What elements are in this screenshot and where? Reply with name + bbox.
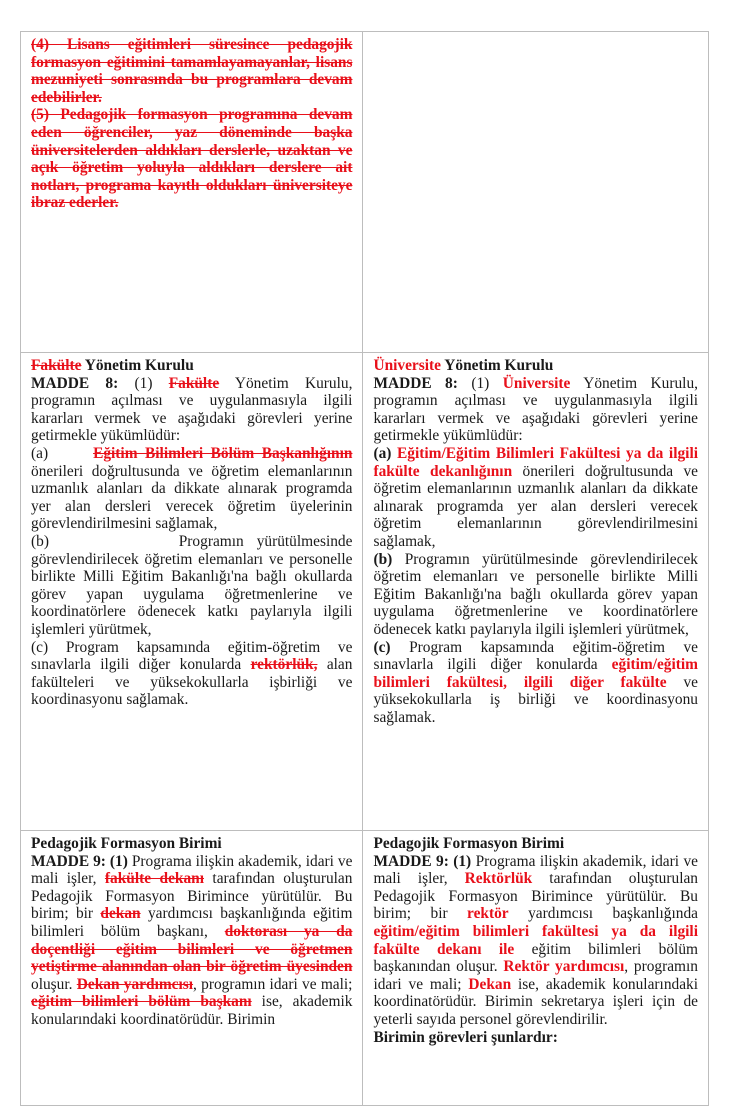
table-row (21, 353, 709, 831)
paragraph-5: (5) Pedagojik formasyon programına devam eden öğrenciler, yaz döneminde başka üniversitelerden aldıkları derslerle, uzaktan ve açık öğretim yoluyla aldıkları derslere ait notları, programa kayıtlı oldukları üniversiteye ibraz ederler. (31, 106, 353, 212)
table-row (21, 831, 709, 1106)
article-body: MADDE 9: (1) Programa ilişkin akademik, idari ve mali işler, Rektörlük tarafından oluşturulan Pedagojik Formasyon Birimince yürütülür. Bu birim; bir rektör yardımcısı başkanlığında eğitim/eğitim bilimleri fakültesi ya da ilgili fakülte dekanı ile eğitim bilimleri bölüm başkanından oluşur. Rektör yardımcısı, programın idari ve mali; Dekan ise, akademik konularındaki koordinatörüdür. Birimin sekretarya işleri için de yeterli sayıda personel görevlendirilir. (373, 852, 699, 1028)
clause-b: (b) Programın yürütülmesinde görevlendirilecek öğretim elemanları ve personelle birlikte Milli Eğitim Bakanlığı'na bağlı okullarda görev yapan uygulama öğretmenlerine ve koordinatörlere ödenecek katkı paylarıyla ilgili işlemleri yürütmek, (373, 550, 698, 638)
old-text-cell (21, 32, 363, 353)
clause-c: (c) Program kapsamında eğitim-öğretim ve sınavlarla ilgili diğer konularda eğitim/eğitim bilimleri fakültesi, ilgili diğer fakülte ve yüksekokullarla iş birliği ve koordinasyonu sağlamak. (373, 638, 698, 726)
clause-b: (b) Programın yürütülmesinde görevlendirilecek öğretim elemanları ve personelle birlikte Milli Eğitim Bakanlığı'na bağlı okullarda görev yapan uygulama öğretmenlerine ve koordinatörlere ödenecek katkı paylarıyla ilgili işlemleri yürütmek, (31, 532, 353, 638)
comparison-table (20, 31, 709, 1106)
paragraph-4: (4) Lisans eğitimleri süresince pedagojik formasyon eğitimini tamamlayamayanlar, lisans mezuniyeti sonrasında bu programlara devam edebilirler. (31, 36, 353, 106)
clause-a: (a) Eğitim Bilimleri Bölüm Başkanlığının önerileri doğrultusunda ve öğretim elemanlarının uzmanlık alanları da dikkate alınarak programda yer alan dersleri verecek öğretim üyelerinin görevlendirilmesini sağlamak, (31, 444, 353, 533)
article-body: MADDE 9: (1) Programa ilişkin akademik, idari ve mali işler, fakülte dekanı tarafından oluşturulan Pedagojik Formasyon Birimince yürütülür. Bu birim; bir dekan yardımcısı başkanlığında eğitim bilimleri bölüm başkanı, doktorası ya da doçentliği eğitim bilimleri ve öğretmen yetiştirme alanından olan bir öğretim üyesinden oluşur. Dekan yardımcısı, programın idari ve mali; eğitim bilimleri bölüm başkanı ise, akademik konularındaki koordinatörüdür. Birimin (31, 852, 353, 1028)
section-heading: Pedagojik Formasyon Birimi (373, 835, 565, 852)
section-heading: Fakülte Yönetim Kurulu (31, 357, 194, 374)
old-text-cell (21, 353, 363, 831)
section-heading: Pedagojik Formasyon Birimi (31, 835, 222, 852)
table-row (21, 32, 709, 353)
article-intro: MADDE 8: (1) Fakülte Yönetim Kurulu, programın açılması ve uygulanmasıyla ilgili kararları vermek ve aşağıdaki görevleri yerine getirmekle yükümlüdür: (31, 374, 353, 445)
new-text-cell (363, 353, 709, 831)
article-intro: MADDE 8: (1) Üniversite Yönetim Kurulu, programın açılması ve uygulanmasıyla ilgili kararları vermek ve aşağıdaki görevleri yerine getirmekle yükümlüdür: (373, 374, 698, 445)
duties-heading: Birimin görevleri şunlardır: (373, 1028, 558, 1046)
clause-c: (c) Program kapsamında eğitim-öğretim ve sınavlarla ilgili diğer konularda rektörlük, alan fakülteleri ve yüksekokullarla işbirliği ve koordinasyonu sağlamak. (31, 638, 353, 709)
section-heading: Üniversite Yönetim Kurulu (373, 357, 554, 374)
old-text-cell (21, 831, 363, 1106)
new-text-cell (363, 32, 709, 353)
clause-a: (a) Eğitim/Eğitim Bilimleri Fakültesi ya da ilgili fakülte dekanlığının önerileri doğrultusunda ve öğretim elemanlarının uzmanlık alanları da dikkate alınarak programda yer alan dersleri verecek öğretim elemanlarının görevlendirilmesini sağlamak, (373, 444, 698, 550)
new-text-cell (363, 831, 709, 1106)
